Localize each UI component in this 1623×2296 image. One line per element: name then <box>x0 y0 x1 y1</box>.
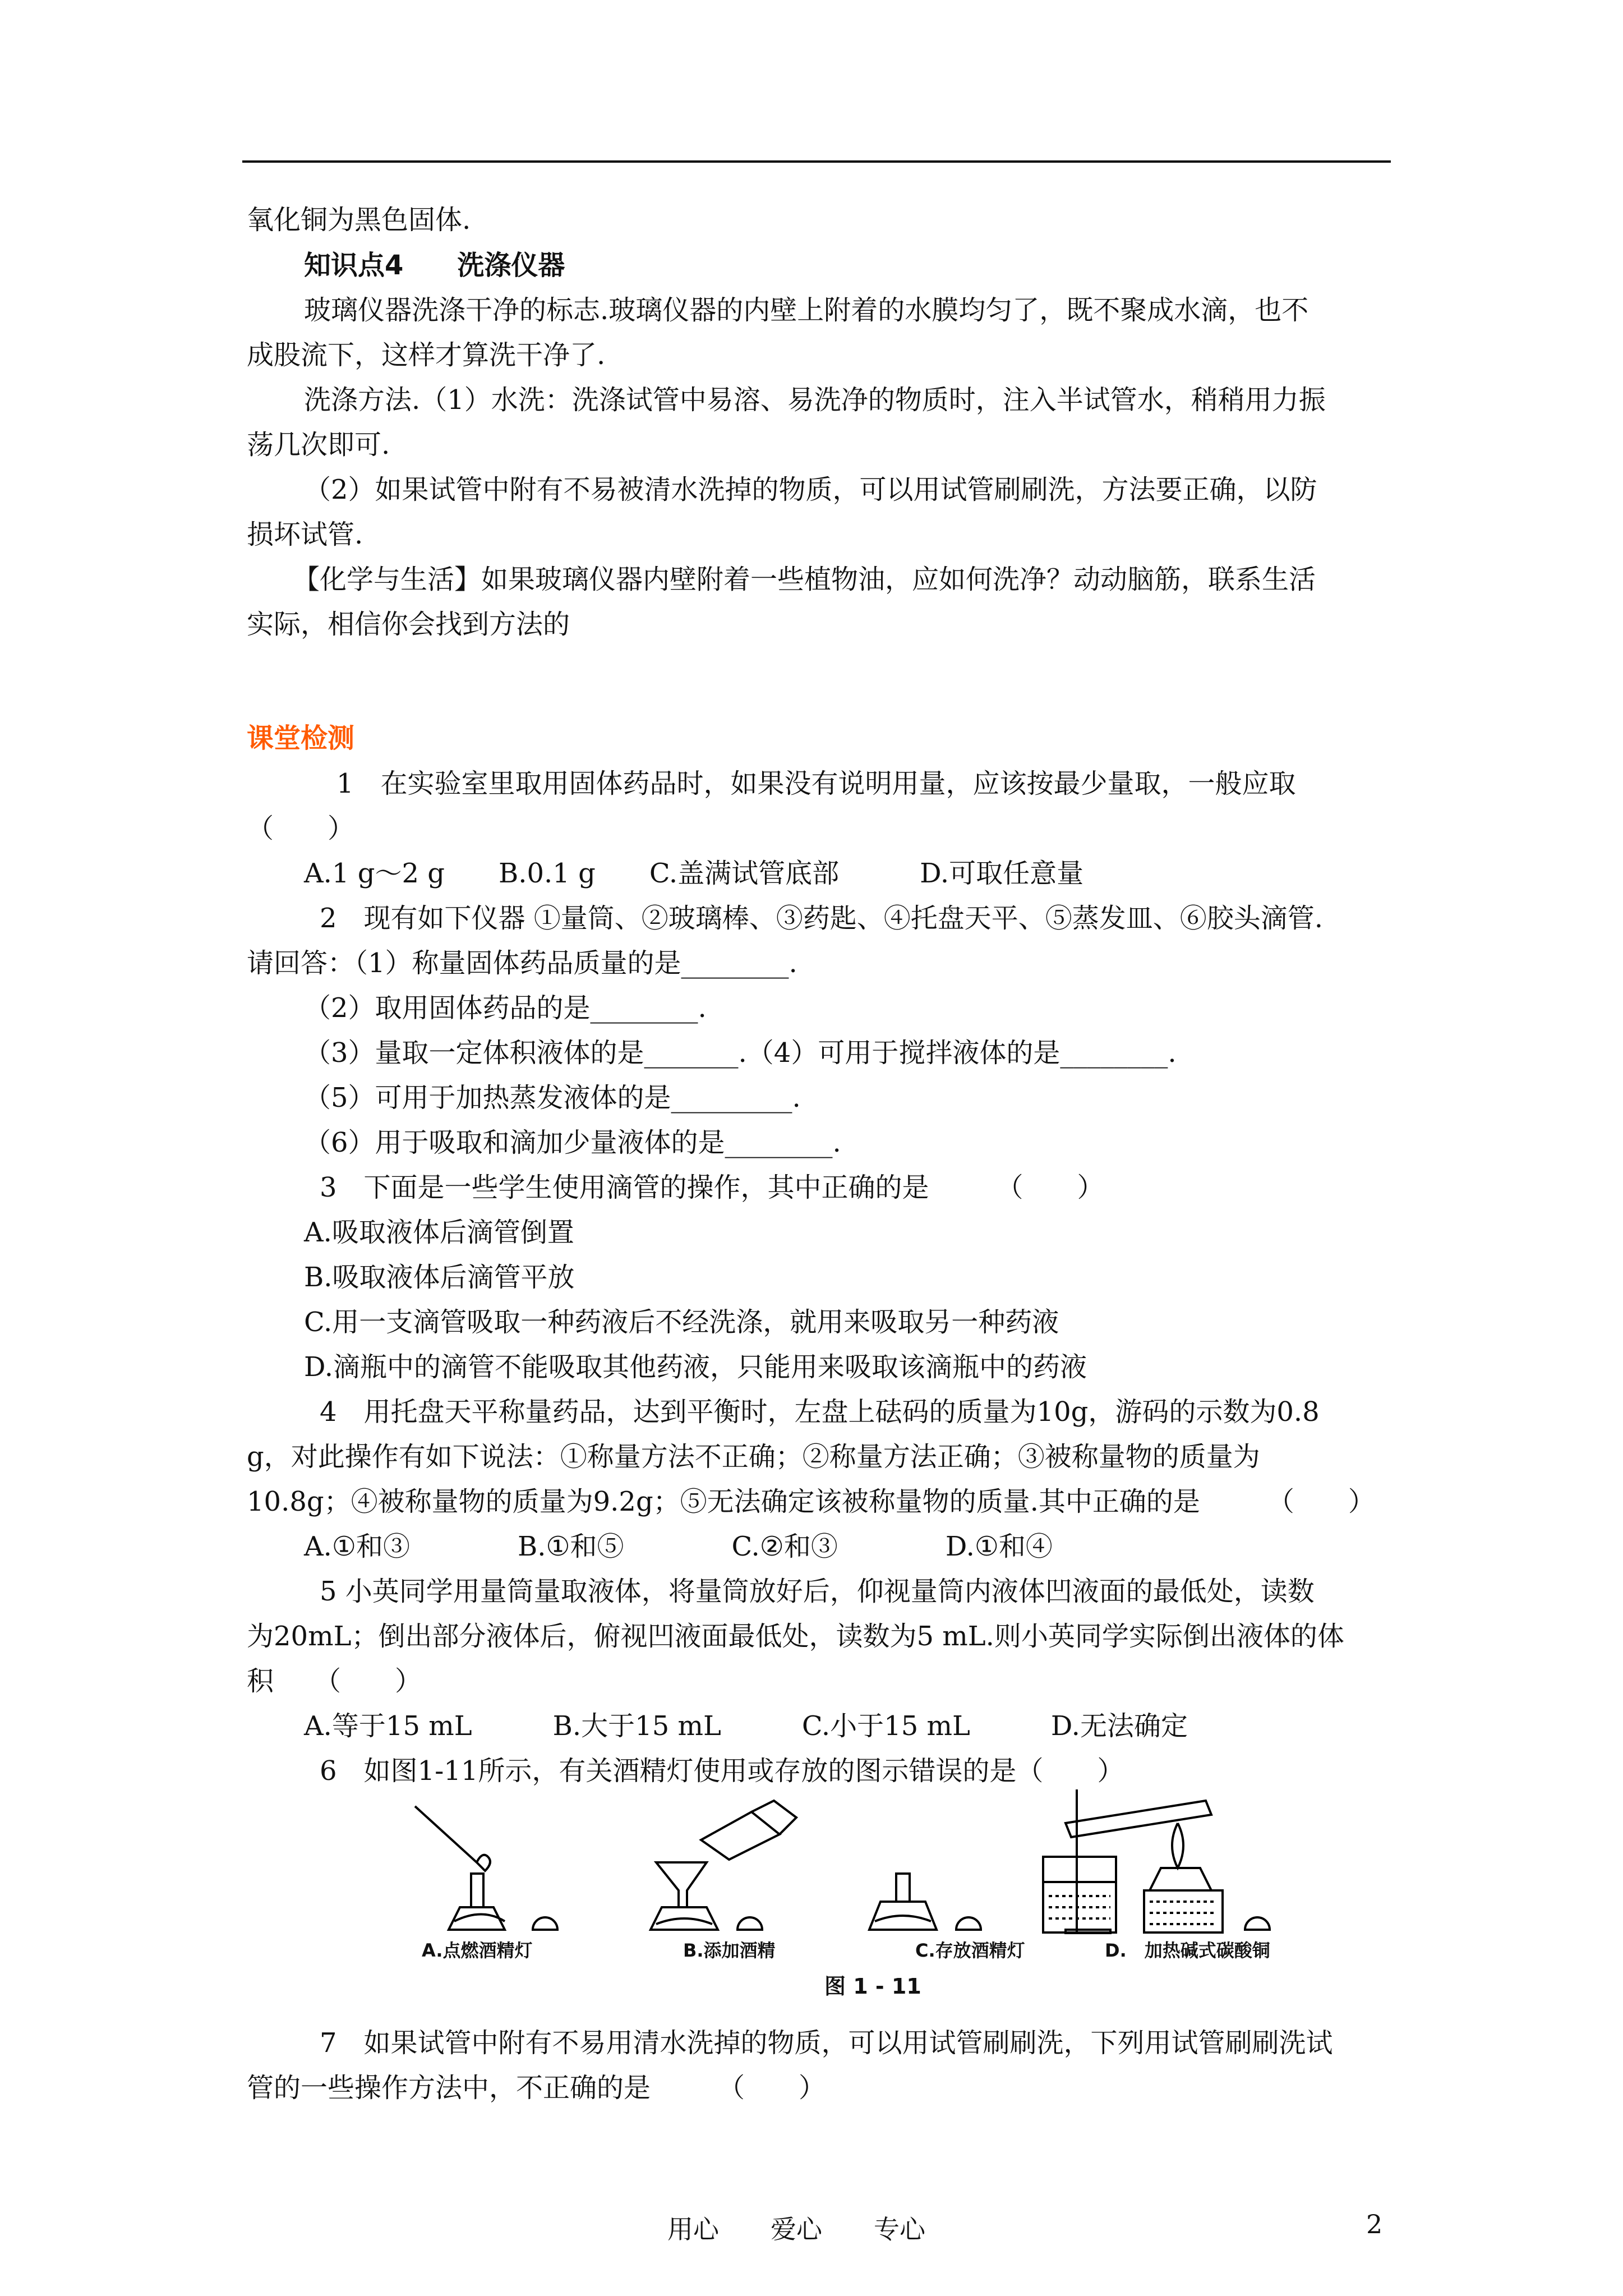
header-rule <box>242 160 1391 163</box>
text-line: 氧化铜为黑色固体. <box>247 204 471 236</box>
text-line: 成股流下，这样才算洗干净了. <box>247 339 606 371</box>
figure-caption: 图 1 - 11 <box>824 1974 921 1999</box>
text-line: 实际，相信你会找到方法的 <box>247 609 570 640</box>
section-heading: 知识点4 洗涤仪器 <box>304 250 565 281</box>
figure-label-b: B.添加酒精 <box>683 1940 776 1961</box>
text-line: 10.8g；④被称量物的质量为9.2g；⑤无法确定该被称量物的质量.其中正确的是 （ ） <box>247 1486 1375 1517</box>
text-line: 【化学与生活】如果玻璃仪器内壁附着一些植物油，应如何洗净？动动脑筋，联系生活 <box>293 564 1316 595</box>
question-7: 7 如果试管中附有不易用清水洗掉的物质，可以用试管刷刷洗，下列用试管刷刷洗试 <box>320 2027 1333 2059</box>
figure-label-c: C.存放酒精灯 <box>915 1940 1025 1961</box>
text-line: g，对此操作有如下说法：①称量方法不正确；②称量方法正确；③被称量物的质量为 <box>247 1441 1260 1473</box>
text-line: 荡几次即可. <box>247 429 390 461</box>
options-line: A.①和③ B.①和⑤ C.②和③ D.①和④ <box>304 1531 1053 1562</box>
section-title-class-test: 课堂检测 <box>247 723 355 754</box>
figure-label-d: D. 加热碱式碳酸铜 <box>1105 1940 1270 1961</box>
figure-d-heating-apparatus-icon <box>1043 1789 1270 1933</box>
options-line: A.等于15 mL B.大于15 mL C.小于15 mL D.无法确定 <box>304 1710 1188 1742</box>
question-3: 3 下面是一些学生使用滴管的操作，其中正确的是 （ ） <box>320 1172 1104 1203</box>
text-line: （2）取用固体药品的是________. <box>304 992 707 1024</box>
text-line: 管的一些操作方法中，不正确的是 （ ） <box>247 2072 826 2104</box>
text-line: （2）如果试管中附有不易被清水洗掉的物质，可以用试管刷刷洗，方法要正确，以防 <box>304 474 1317 505</box>
options-line: D.滴瓶中的滴管不能吸取其他药液，只能用来吸取该滴瓶中的药液 <box>304 1351 1087 1383</box>
text-line: 玻璃仪器洗涤干净的标志.玻璃仪器的内壁上附着的水膜均匀了，既不聚成水滴，也不 <box>304 295 1309 326</box>
figure-b-adding-alcohol-icon <box>651 1801 796 1930</box>
question-1: 1 在实验室里取用固体药品时，如果没有说明用量，应该按最少量取，一般应取 <box>336 768 1296 799</box>
figure-c-storing-lamp-icon <box>869 1874 981 1930</box>
text-line: （6）用于吸取和滴加少量液体的是________. <box>304 1127 841 1158</box>
question-4: 4 用托盘天平称量药品，达到平衡时，左盘上砝码的质量为10g，游码的示数为0.8 <box>320 1396 1320 1428</box>
page-number: 2 <box>1366 2209 1383 2239</box>
question-6: 6 如图1-11所示，有关酒精灯使用或存放的图示错误的是（ ） <box>320 1755 1124 1787</box>
figure-a-lighting-lamp-icon <box>415 1806 557 1930</box>
text-line: 请回答：（1）称量固体药品质量的是________. <box>247 947 797 979</box>
text-line: （5）可用于加热蒸发液体的是_________. <box>304 1082 801 1114</box>
figure-label-a: A.点燃酒精灯 <box>422 1940 533 1961</box>
text-line: 积 （ ） <box>247 1665 422 1697</box>
text-line: （3）量取一定体积液体的是_______.（4）可用于搅拌液体的是________. <box>304 1037 1177 1069</box>
options-line: A.1 g～2 g B.0.1 g C.盖满试管底部 D.可取任意量 <box>304 858 1084 889</box>
text-line: 洗涤方法.（1）水洗：洗涤试管中易溶、易洗净的物质时，注入半试管水，稍稍用力振 <box>304 384 1326 416</box>
text-line: 为20mL；倒出部分液体后，俯视凹液面最低处，读数为5 mL.则小英同学实际倒出液体的体 <box>247 1621 1344 1652</box>
options-line: A.吸取液体后滴管倒置 <box>304 1217 574 1248</box>
question-5: 5 小英同学用量筒量取液体，将量筒放好后，仰视量筒内液体凹液面的最低处，读数 <box>320 1576 1315 1607</box>
alcohol-lamp-figure <box>393 1789 1312 1935</box>
text-line: （ ） <box>247 813 355 844</box>
options-line: C.用一支滴管吸取一种药液后不经洗涤，就用来吸取另一种药液 <box>304 1306 1059 1338</box>
footer-motto: 用心 爱心 专心 <box>667 2214 925 2244</box>
text-line: 损坏试管. <box>247 519 363 550</box>
options-line: B.吸取液体后滴管平放 <box>304 1262 575 1293</box>
question-2: 2 现有如下仪器 ①量筒、②玻璃棒、③药匙、④托盘天平、⑤蒸发皿、⑥胶头滴管. <box>320 903 1324 934</box>
